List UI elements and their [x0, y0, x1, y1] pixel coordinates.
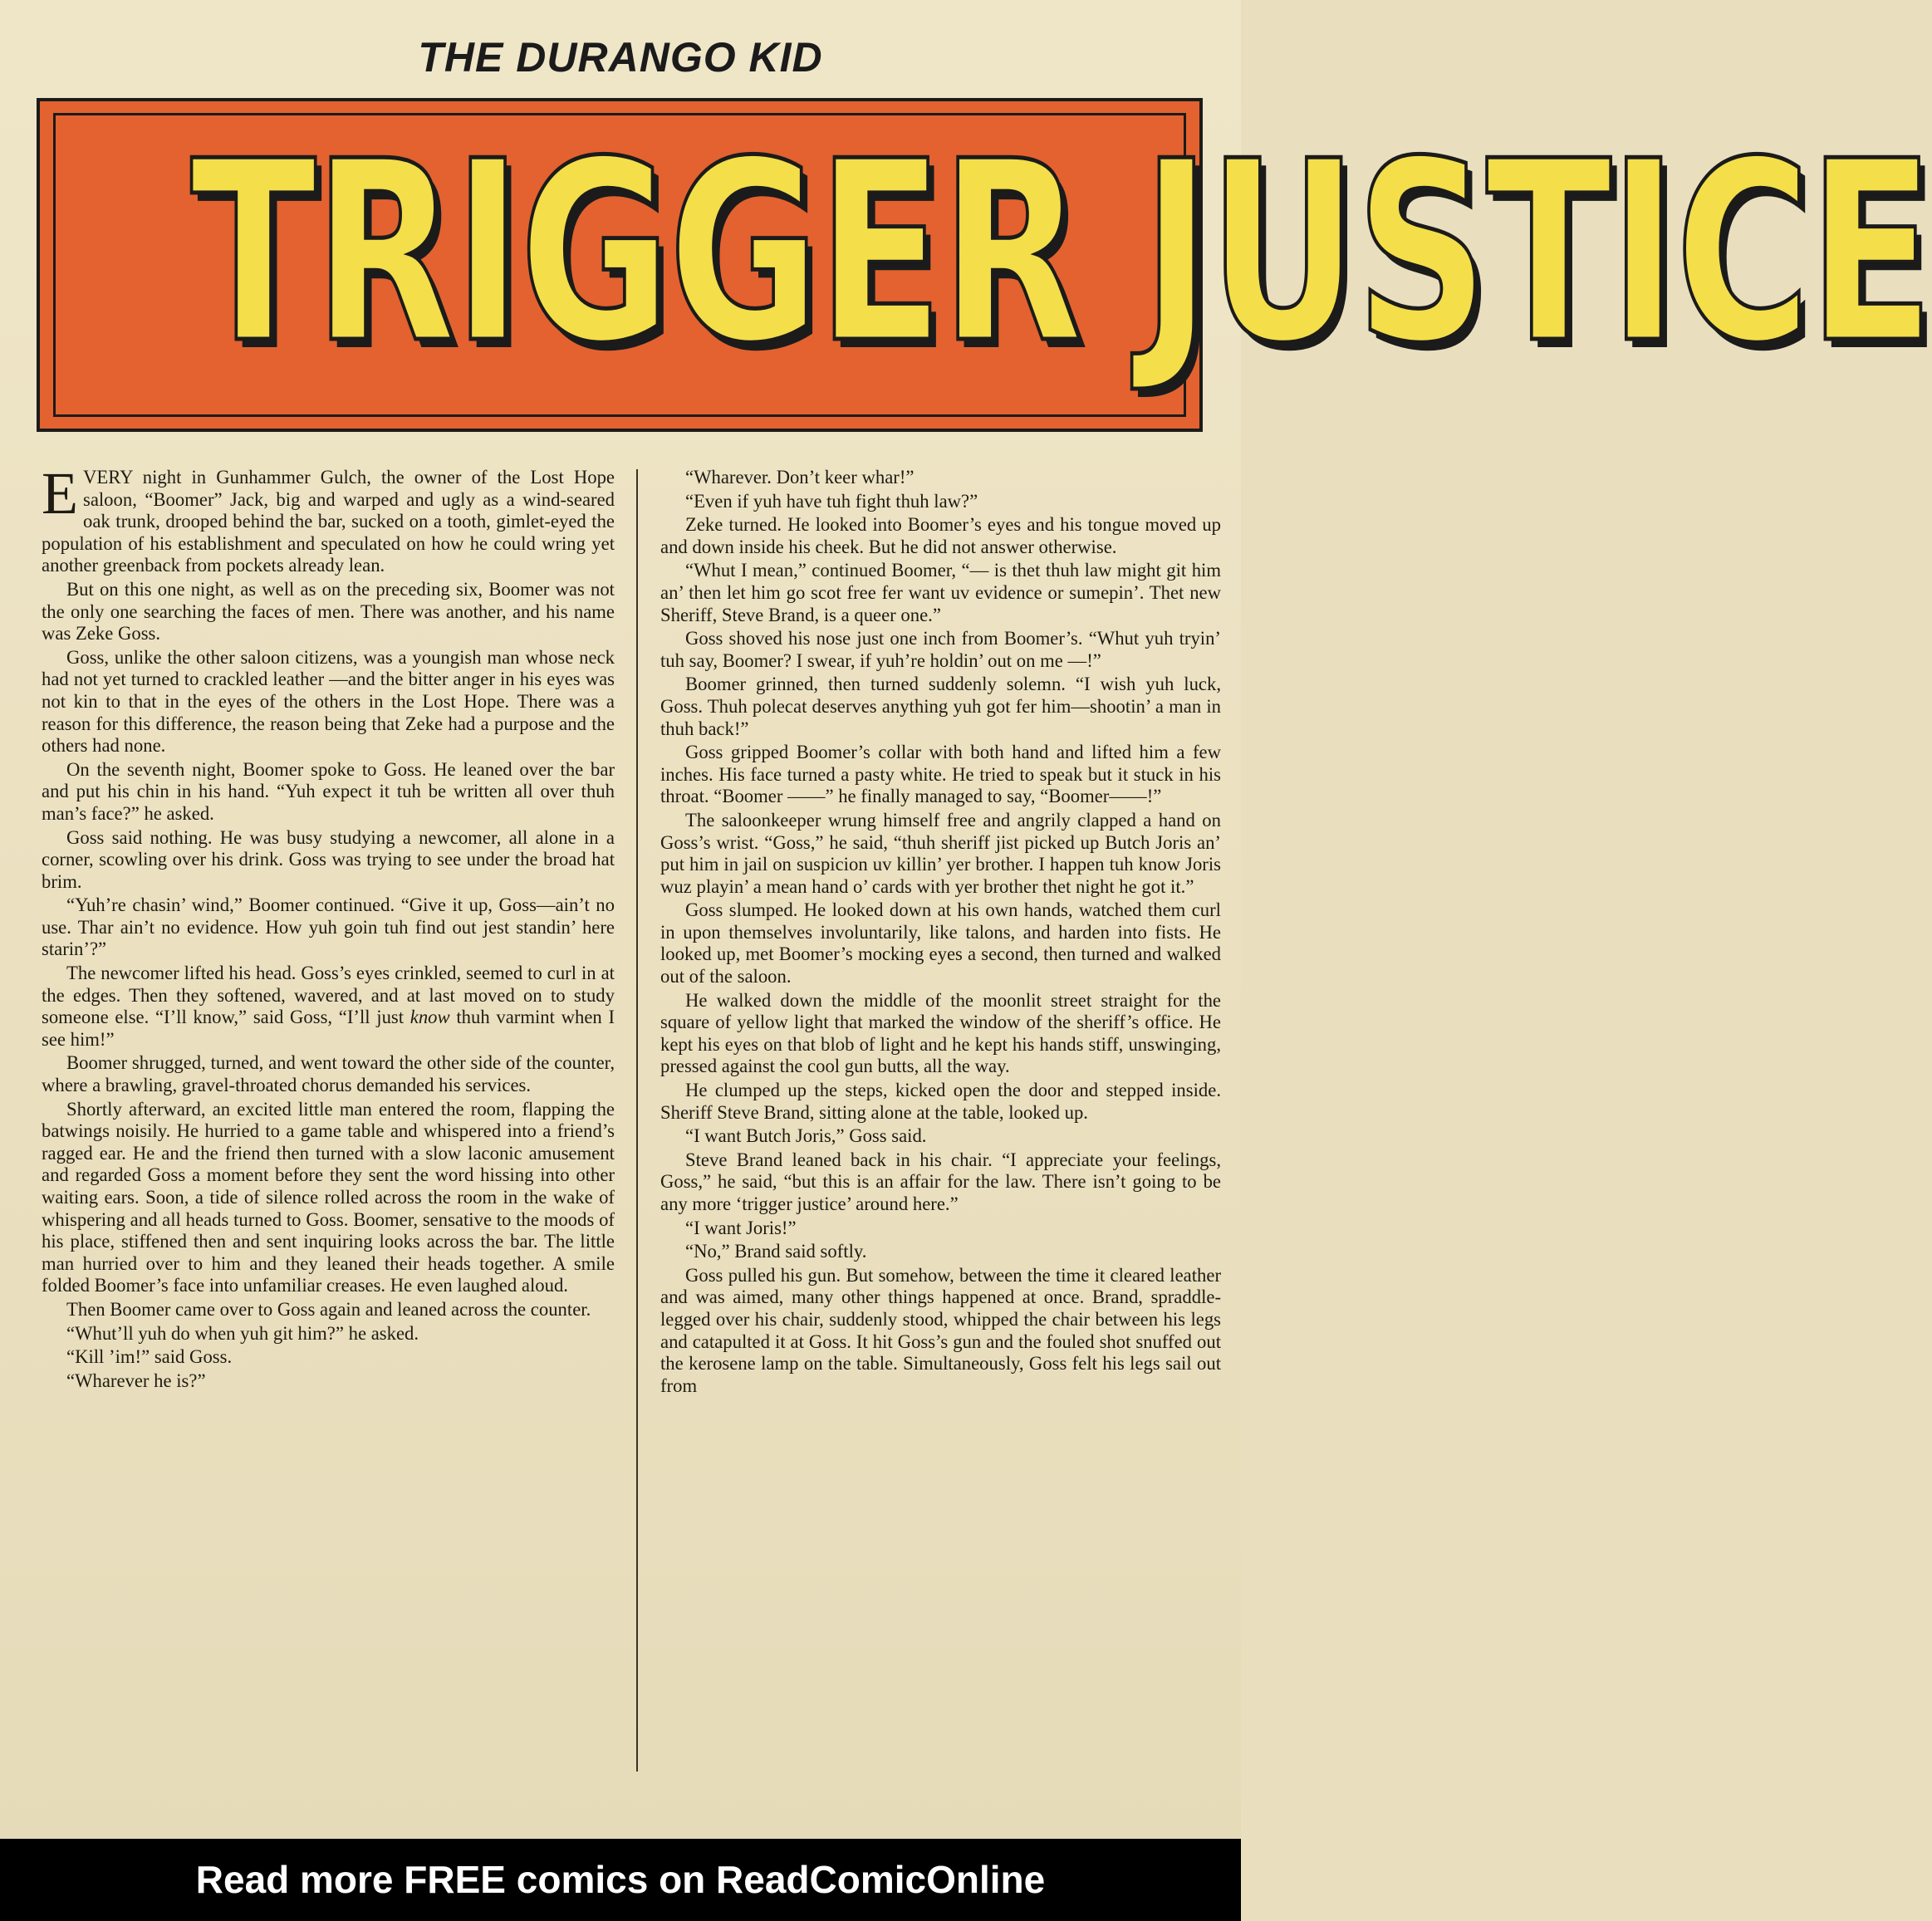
- paragraph: Boomer grinned, then turned suddenly solemn. “I wish yuh luck, Goss. Thuh polecat deserves anything yuh got fer him—shootin’ a man in thuh back!”: [660, 674, 1221, 739]
- paragraph: “Whut’ll yuh do when yuh git him?” he asked.: [66, 1322, 419, 1344]
- paragraph: Goss gripped Boomer’s collar with both hand and lifted him a few inches. His face turned a pasty white. He tried to speak but it stuck in his throat. “Boomer ——” he finally managed to say, “Boomer——!”: [660, 742, 1221, 807]
- paragraph: Goss, unlike the other saloon citizens, was a youngish man whose neck had not yet turned to crackled leather —and the bitter anger in his eyes was not kin to that in the eyes of the others in the Lost Hope. There was a reason for this difference, the reason being that Zeke had a purpose and the others had none.: [42, 646, 615, 757]
- title-banner: [37, 98, 1932, 432]
- paragraph: The newcomer lifted his head. Goss’s eyes crinkled, seemed to curl in at the edges. Then they softened, wavered, and at last moved on to study someone else. “I’ll know,” said Goss, “I’ll just know thuh varmint when I see him!”: [42, 963, 615, 1050]
- paragraph: Goss said nothing. He was busy studying a newcomer, all alone in a corner, scowling over his drink. Goss was trying to see under the broad hat brim.: [42, 826, 615, 892]
- paragraph: Then Boomer came over to Goss again and leaned across the counter.: [66, 1298, 591, 1320]
- paragraph: “Wharever he is?”: [66, 1370, 206, 1391]
- paragraph: Steve Brand leaned back in his chair. “I appreciate your feelings, Goss,” he said, “but this is an affair for the law. There isn’t going to be any more ‘trigger justice’ around here.”: [660, 1149, 1221, 1214]
- paragraph: “No,” Brand said softly.: [685, 1241, 867, 1262]
- paragraph: Goss slumped. He looked down at his own hands, watched them curl in upon themselves involuntarily, like talons, and harden into fists. He looked up, met Boomer’s mocking eyes a second, then turned and walked out of the saloon.: [660, 899, 1221, 987]
- series-title: THE DURANGO KID: [418, 34, 823, 81]
- paragraph: “Kill ’im!” said Goss.: [66, 1346, 233, 1368]
- story-title: TRIGGER JUSTICE: [190, 108, 1932, 398]
- paragraph: “I want Joris!”: [685, 1217, 797, 1238]
- right-text-column: [660, 467, 1221, 1399]
- paragraph: “Whut I mean,” continued Boomer, “— is thet thuh law might git him an’ then let him go scot free fer want uv evidence or sumepin’. Thet new Sheriff, Steve Brand, is a queer one.”: [660, 560, 1221, 625]
- paragraph-rest: VERY night in Gunhammer Gulch, the owner of the Lost Hope saloon, “Boomer” Jack, big and warped and ugly as a wind-seared oak trunk, drooped behind the bar, sucked on a tooth, gimlet-eyed the population of his establishment and speculated on how he could wring yet another greenback from pockets already lean.: [42, 467, 615, 576]
- paragraph: Boomer shrugged, turned, and went toward the other side of the counter, where a brawling, gravel-throated chorus demanded his services.: [42, 1052, 615, 1096]
- paragraph: Zeke turned. He looked into Boomer’s eyes and his tongue moved up and down inside his cheek. But he did not answer otherwise.: [660, 514, 1221, 557]
- paragraph: “I want Butch Joris,” Goss said.: [685, 1125, 927, 1147]
- paragraph: “Even if yuh have tuh fight thuh law?”: [685, 490, 978, 512]
- paragraph: The saloonkeeper wrung himself free and angrily clapped a hand on Goss’s wrist. “Goss,” he said, “thuh sheriff jist picked up Butch Joris an’ put him in jail on suspicion uv killin’ yer brother. I happen tuh know Joris wuz playin’ a mean hand o’ cards with yer brother thet night he got it.”: [660, 809, 1221, 897]
- column-divider: [636, 469, 638, 1772]
- paragraph: [42, 460, 615, 577]
- left-text-column: [42, 460, 615, 1394]
- paragraph: “Wharever. Don’t keer whar!”: [685, 467, 915, 488]
- drop-cap: E: [42, 460, 78, 527]
- paragraph: He clumped up the steps, kicked open the door and stepped inside. Sheriff Steve Brand, sitting alone at the table, looked up.: [660, 1080, 1221, 1123]
- paragraph: But on this one night, as well as on the preceding six, Boomer was not the only one searching the faces of men. There was another, and his name was Zeke Goss.: [42, 578, 615, 644]
- paragraph: Shortly afterward, an excited little man entered the room, flapping the batwings noisily. He hurried to a game table and whispered into a friend’s ragged ear. He and the friend then turned with a slow laconic amusement and regarded Goss a moment before they sent the word hissing into other waiting ears. Soon, a tide of silence rolled across the room in the wake of whispering and all heads turned to Goss. Boomer, sensative to the moods of his place, stiffened then and sent inquiring looks across the bar. The little man hurried over to him and they leaned their heads together. A smile folded Boomer’s face into unfamiliar creases. He even laughed aloud.: [42, 1098, 615, 1296]
- paragraph: “Yuh’re chasin’ wind,” Boomer continued. “Give it up, Goss—ain’t no use. Thar ain’t no evidence. How yuh goin tuh find out jest standin’ here starin’?”: [42, 894, 615, 960]
- paragraph: Goss shoved his nose just one inch from Boomer’s. “Whut yuh tryin’ tuh say, Boomer? I swear, if yuh’re holdin’ out on me —!”: [660, 628, 1221, 671]
- paragraph: On the seventh night, Boomer spoke to Goss. He leaned over the bar and put his chin in his hand. “Yuh expect it tuh be written all over thuh man’s face?” he asked.: [42, 758, 615, 824]
- promo-footer-link[interactable]: Read more FREE comics on ReadComicOnline: [0, 1839, 1241, 1921]
- paragraph: Goss pulled his gun. But somehow, between the time it cleared leather and was aimed, many other things happened at once. Brand, spraddle-legged over his chair, suddenly stood, whipped the chair between his legs and catapulted it at Goss. It hit Goss’s gun and the fouled shot snuffed out the kerosene lamp on the table. Simultaneously, Goss felt his legs sail out from: [660, 1264, 1221, 1396]
- paragraph: He walked down the middle of the moonlit street straight for the square of yellow light that marked the window of the sheriff’s office. He kept his eyes on that blob of light and he kept his hands stiff, unswinging, pressed against the cool gun butts, all the way.: [660, 989, 1221, 1077]
